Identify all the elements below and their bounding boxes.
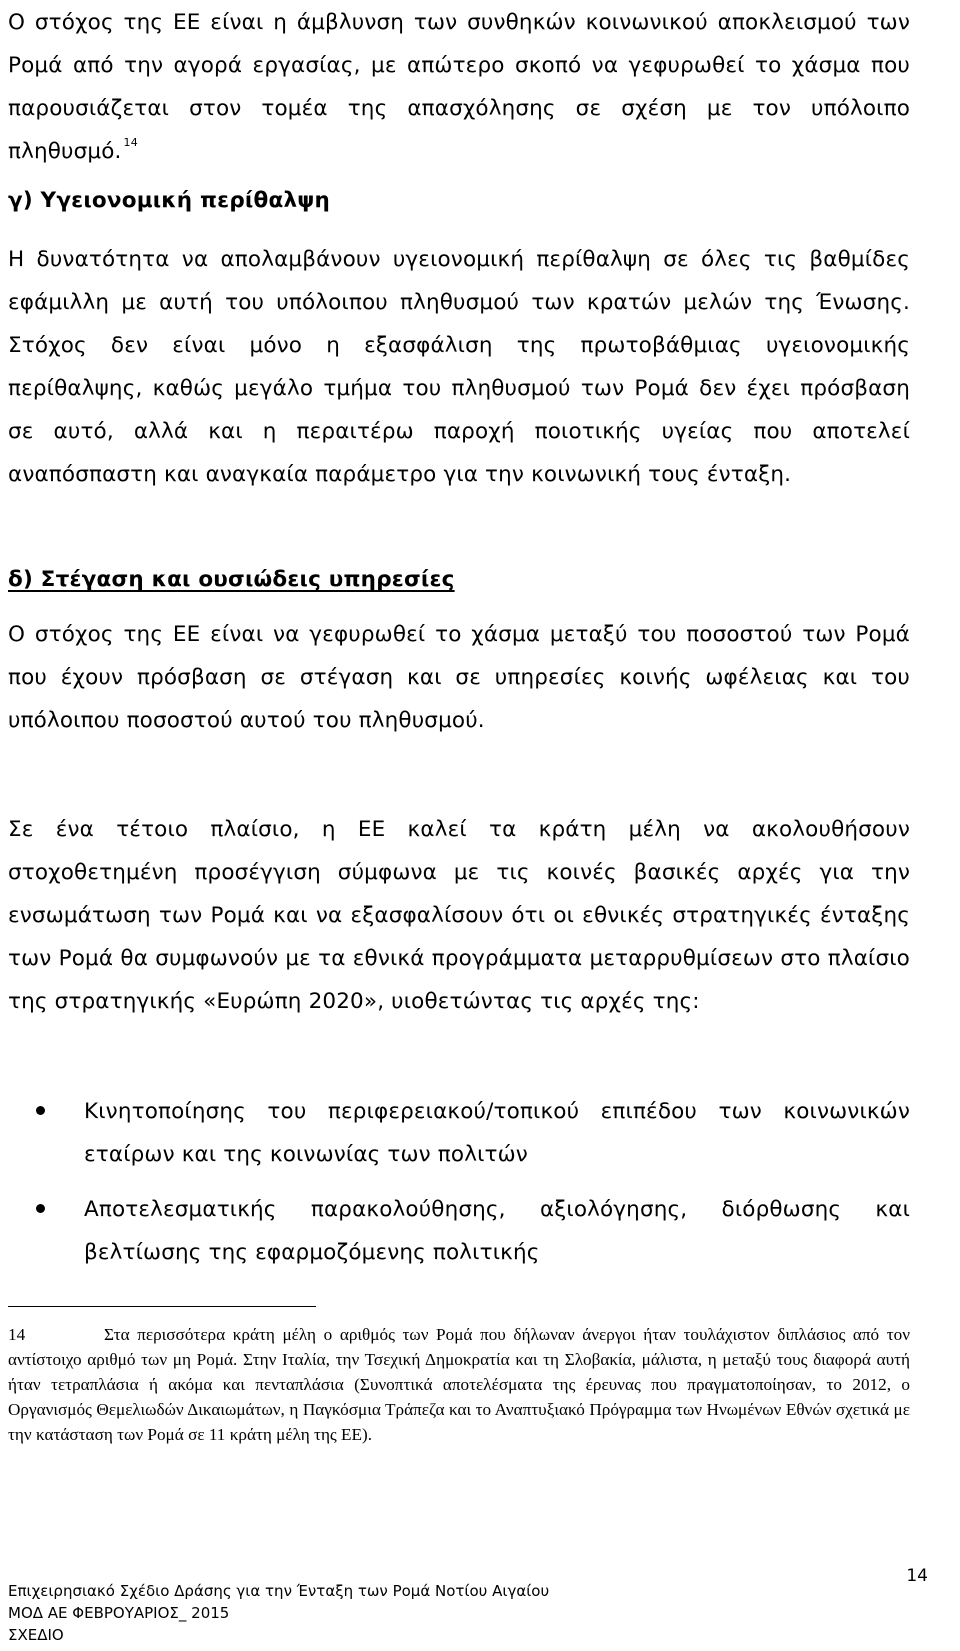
bullet-text: Κινητοποίησης του περιφερειακού/τοπικού επιπέδου των κοινωνικών εταίρων και της κοινωνίας των πολιτών xyxy=(84,1099,910,1167)
housing-heading-text: δ) Στέγαση και ουσιώδεις υπηρεσίες xyxy=(8,567,455,592)
intro-paragraph xyxy=(8,1,910,173)
footnote-number: 14 xyxy=(8,1325,26,1344)
healthcare-paragraph: Η δυνατότητα να απολαμβάνουν υγειονομική περίθαλψη σε όλες τις βαθμίδες εφάμιλλη με αυτή του υπόλοιπου πληθυσμού των κρατών μελών της Ένωσης. Στόχος δεν είναι μόνο η εξασφάλιση της πρωτοβάθμιας υγειονομικής περίθαλψης, καθώς μεγάλο τμήμα του πληθυσμού των Ρομά δεν έχει πρόσβαση σε αυτό, αλλά και η περαιτέρω παροχή ποιοτικής υγείας που αποτελεί αναπόσπαστη και αναγκαία παράμετρο για την κοινωνική τους ένταξη. xyxy=(8,247,910,487)
housing-paragraph: Ο στόχος της ΕΕ είναι να γεφυρωθεί το χάσμα μεταξύ του ποσοστού των Ρομά που έχουν πρόσβαση σε στέγαση και σε υπηρεσίες κοινής ωφέλειας και του υπόλοιπου ποσοστού αυτού του πληθυσμού. xyxy=(8,622,910,733)
footer-title: Επιχειρησιακό Σχέδιο Δράσης για την Ένταξη των Ρομά Νοτίου Αιγαίου xyxy=(8,1582,550,1600)
page-number: 14 xyxy=(906,1566,928,1586)
footnote-reference[interactable]: 14 xyxy=(123,136,138,149)
intro-text: Ο στόχος της ΕΕ είναι η άμβλυνση των συνθηκών κοινωνικού αποκλεισμού των Ρομά από την αγορά εργασίας, με απώτερο σκοπό να γεφυρωθεί το χάσμα που παρουσιάζεται στον τομέα της απασχόλησης σε σχέση με τον υπόλοιπο πληθυσμό. xyxy=(8,10,910,164)
footer-date: ΜΟΔ ΑΕ ΦΕΒΡΟΥΑΡΙΟΣ_ 2015 xyxy=(8,1604,230,1622)
bullet-icon xyxy=(36,1106,45,1115)
housing-heading xyxy=(8,565,455,595)
bullet-text: Αποτελεσματικής παρακολούθησης, αξιολόγησης, διόρθωσης και βελτίωσης της εφαρμοζόμενης πολιτικής xyxy=(84,1197,910,1265)
framework-paragraph: Σε ένα τέτοιο πλαίσιο, η ΕΕ καλεί τα κράτη μέλη να ακολουθήσουν στοχοθετημένη προσέγγιση σύμφωνα με τις κοινές βασικές αρχές για την ενσωμάτωση των Ρομά και να εξασφαλίσουν ότι οι εθνικές στρατηγικές ένταξης των Ρομά θα συμφωνούν με τα εθνικά προγράμματα μεταρρυθμίσεων στο πλαίσιο της στρατηγικής «Ευρώπη 2020», υιοθετώντας τις αρχές της: xyxy=(8,817,910,1014)
bullet-icon xyxy=(36,1204,45,1213)
page-footer xyxy=(8,1580,549,1646)
healthcare-heading: γ) Υγειονομική περίθαλψη xyxy=(8,188,331,213)
footer-draft-label: ΣΧΕΔΙΟ xyxy=(8,1626,64,1644)
footnote xyxy=(8,1322,910,1447)
footnote-separator xyxy=(8,1306,316,1307)
footnote-text: Στα περισσότερα κράτη μέλη ο αριθμός των Ρομά που δήλωναν άνεργοι ήταν τουλάχιστον διπλάσιος από τον αντίστοιχο αριθμό των μη Ρομά. Στην Ιταλία, την Τσεχική Δημοκρατία και τη Σλοβακία, μάλιστα, η μεταξύ τους διαφορά αυτή ήταν τετραπλάσια ή ακόμα και πενταπλάσια (Συνοπτικά αποτελέσματα της έρευνας που πραγματοποίησαν, το 2012, ο Οργανισμός Θεμελιωδών Δικαιωμάτων, η Παγκόσμια Τράπεζα και το Αναπτυξιακό Πρόγραμμα των Ηνωμένων Εθνών σχετικά με την κατάσταση των Ρομά σε 11 κράτη μέλη της ΕΕ). xyxy=(8,1325,910,1444)
